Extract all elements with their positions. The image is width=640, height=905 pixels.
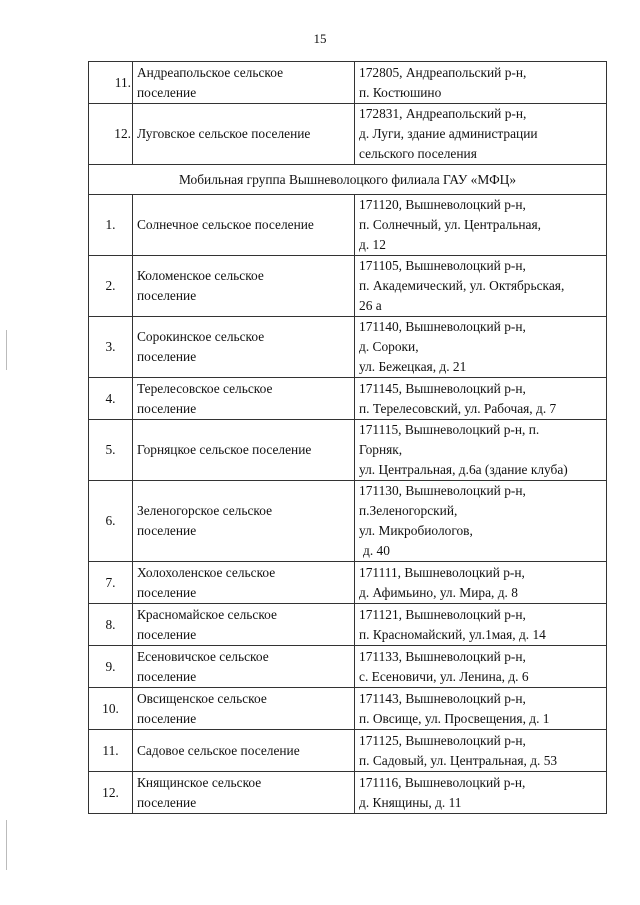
settlement-name-line: поселение: [137, 710, 197, 726]
address-line: 172805, Андреапольский р-н,: [359, 64, 527, 80]
address-line: сельского поселения: [359, 146, 477, 161]
settlement-name: [133, 195, 355, 256]
address-line: д. Сороки,: [359, 339, 419, 354]
settlement-address: [355, 104, 607, 165]
settlement-name-line: Красномайское сельское: [137, 606, 277, 622]
settlement-name-line: поселение: [137, 794, 197, 810]
address-line: 171143, Вышневолоцкий р-н,: [359, 690, 526, 706]
table-row: [89, 317, 607, 378]
section-header-row: [89, 165, 607, 195]
table-row: [89, 195, 607, 256]
settlement-address: [355, 730, 607, 772]
row-number: 10.: [89, 688, 133, 730]
row-number: 1.: [89, 195, 133, 256]
table-row: [89, 730, 607, 772]
address-line: 171116, Вышневолоцкий р-н,: [359, 774, 526, 790]
page-number: 15: [313, 31, 327, 46]
settlement-name-line: поселение: [137, 584, 197, 600]
settlement-name-line: Садовое сельское поселение: [137, 742, 300, 758]
settlement-address: [355, 420, 607, 481]
address-line: 171111, Вышневолоцкий р-н,: [359, 564, 525, 580]
settlement-name: [133, 378, 355, 420]
row-number: 3.: [89, 317, 133, 378]
settlement-address: [355, 688, 607, 730]
address-line: д. Афимьино, ул. Мира, д. 8: [359, 584, 518, 600]
settlement-name-line: поселение: [137, 84, 197, 100]
address-line: 171120, Вышневолоцкий р-н,: [359, 197, 526, 212]
settlement-name: [133, 646, 355, 688]
table-row: [89, 688, 607, 730]
address-line: 26 а: [359, 298, 382, 313]
row-number: 12.: [89, 104, 133, 165]
settlement-name: [133, 104, 355, 165]
settlement-name: [133, 772, 355, 814]
address-line: 171145, Вышневолоцкий р-н,: [359, 380, 526, 396]
table-row: [89, 420, 607, 481]
address-line: д. Княщины, д. 11: [359, 794, 462, 810]
address-line: 172831, Андреапольский р-н,: [359, 106, 527, 121]
settlement-name: [133, 604, 355, 646]
address-line: п. Терелесовский, ул. Рабочая, д. 7: [359, 400, 557, 416]
row-number: 2.: [89, 256, 133, 317]
address-line: ул. Центральная, д.6а (здание клуба): [359, 462, 568, 477]
table-row: [89, 62, 607, 104]
address-line: п. Академический, ул. Октябрьская,: [359, 278, 565, 293]
settlement-address: [355, 378, 607, 420]
row-number: 7.: [89, 562, 133, 604]
scan-margin-mark: [6, 330, 7, 370]
table-row: [89, 481, 607, 562]
settlement-name-line: Овсищенское сельское: [137, 690, 267, 706]
address-line: Горняк,: [359, 442, 403, 457]
settlement-name-line: поселение: [137, 349, 197, 364]
address-line: д. 12: [359, 237, 386, 252]
settlement-address: [355, 646, 607, 688]
address-line: ул. Бежецкая, д. 21: [359, 359, 467, 374]
settlement-name-line: поселение: [137, 288, 197, 303]
settlement-address: [355, 562, 607, 604]
settlement-name-line: Солнечное сельское поселение: [137, 217, 314, 232]
address-line: 171125, Вышневолоцкий р-н,: [359, 732, 526, 748]
address-line: 171130, Вышневолоцкий р-н,: [359, 483, 526, 498]
address-line: п. Садовый, ул. Центральная, д. 53: [359, 752, 558, 768]
settlement-address: [355, 195, 607, 256]
address-line: д. 40: [363, 543, 390, 558]
settlement-name: [133, 730, 355, 772]
settlement-name: [133, 688, 355, 730]
settlement-address: [355, 256, 607, 317]
settlement-name-line: поселение: [137, 523, 197, 538]
settlement-name-line: Луговское сельское поселение: [137, 126, 311, 141]
row-number: 5.: [89, 420, 133, 481]
settlement-address: [355, 317, 607, 378]
address-line: п.Зеленогорский,: [359, 503, 458, 518]
settlement-address: [355, 772, 607, 814]
settlement-name: [133, 562, 355, 604]
table-row: [89, 646, 607, 688]
settlement-name-line: Сорокинское сельское: [137, 329, 265, 344]
table-row: [89, 772, 607, 814]
section-header: [89, 165, 607, 195]
settlement-name-line: поселение: [137, 400, 197, 416]
settlement-name-line: Зеленогорское сельское: [137, 503, 273, 518]
settlement-name-line: Холохоленское сельское: [137, 564, 276, 580]
settlement-name-line: поселение: [137, 668, 197, 684]
row-number: 6.: [89, 481, 133, 562]
settlement-name-line: Андреапольское сельское: [137, 64, 284, 80]
row-number: 8.: [89, 604, 133, 646]
settlement-name-line: Терелесовское сельское: [137, 380, 273, 396]
settlement-name-line: Коломенское сельское: [137, 268, 264, 283]
settlement-address: [355, 604, 607, 646]
table-body-after: [89, 195, 607, 814]
table-row: [89, 562, 607, 604]
address-line: д. Луги, здание администрации: [359, 126, 538, 141]
table-body-before: [89, 62, 607, 165]
address-line: 171115, Вышневолоцкий р-н, п.: [359, 422, 540, 437]
row-number: 4.: [89, 378, 133, 420]
section-header-text: Мобильная группа Вышневолоцкого филиала ГАУ «МФЦ»: [89, 165, 607, 195]
settlement-name-line: Горняцкое сельское поселение: [137, 442, 312, 457]
settlement-address: [355, 62, 607, 104]
scan-margin-mark: [6, 820, 7, 870]
settlement-name: [133, 256, 355, 317]
address-line: 171121, Вышневолоцкий р-н,: [359, 606, 526, 622]
settlement-name: [133, 62, 355, 104]
table-row: [89, 104, 607, 165]
table-row: [89, 604, 607, 646]
settlement-name-line: Есеновичское сельское: [137, 648, 269, 664]
address-line: 171105, Вышневолоцкий р-н,: [359, 258, 526, 273]
address-line: п. Красномайский, ул.1мая, д. 14: [359, 626, 546, 642]
row-number: 9.: [89, 646, 133, 688]
settlement-name: [133, 481, 355, 562]
address-line: п. Солнечный, ул. Центральная,: [359, 217, 541, 232]
address-line: п. Овсище, ул. Просвещения, д. 1: [359, 710, 550, 726]
settlement-address: [355, 481, 607, 562]
address-line: с. Есеновичи, ул. Ленина, д. 6: [359, 668, 529, 684]
settlement-name-line: поселение: [137, 626, 197, 642]
table-row: [89, 256, 607, 317]
address-line: 171140, Вышневолоцкий р-н,: [359, 319, 526, 334]
table-row: [89, 378, 607, 420]
settlements-table: [88, 61, 607, 814]
address-line: п. Костюшино: [359, 84, 442, 100]
address-line: ул. Микробиологов,: [359, 523, 473, 538]
row-number: 11.: [89, 730, 133, 772]
settlement-name-line: Княщинское сельское: [137, 774, 262, 790]
settlement-name: [133, 420, 355, 481]
row-number: 12.: [89, 772, 133, 814]
row-number: 11.: [89, 62, 133, 104]
address-line: 171133, Вышневолоцкий р-н,: [359, 648, 526, 664]
settlement-name: [133, 317, 355, 378]
